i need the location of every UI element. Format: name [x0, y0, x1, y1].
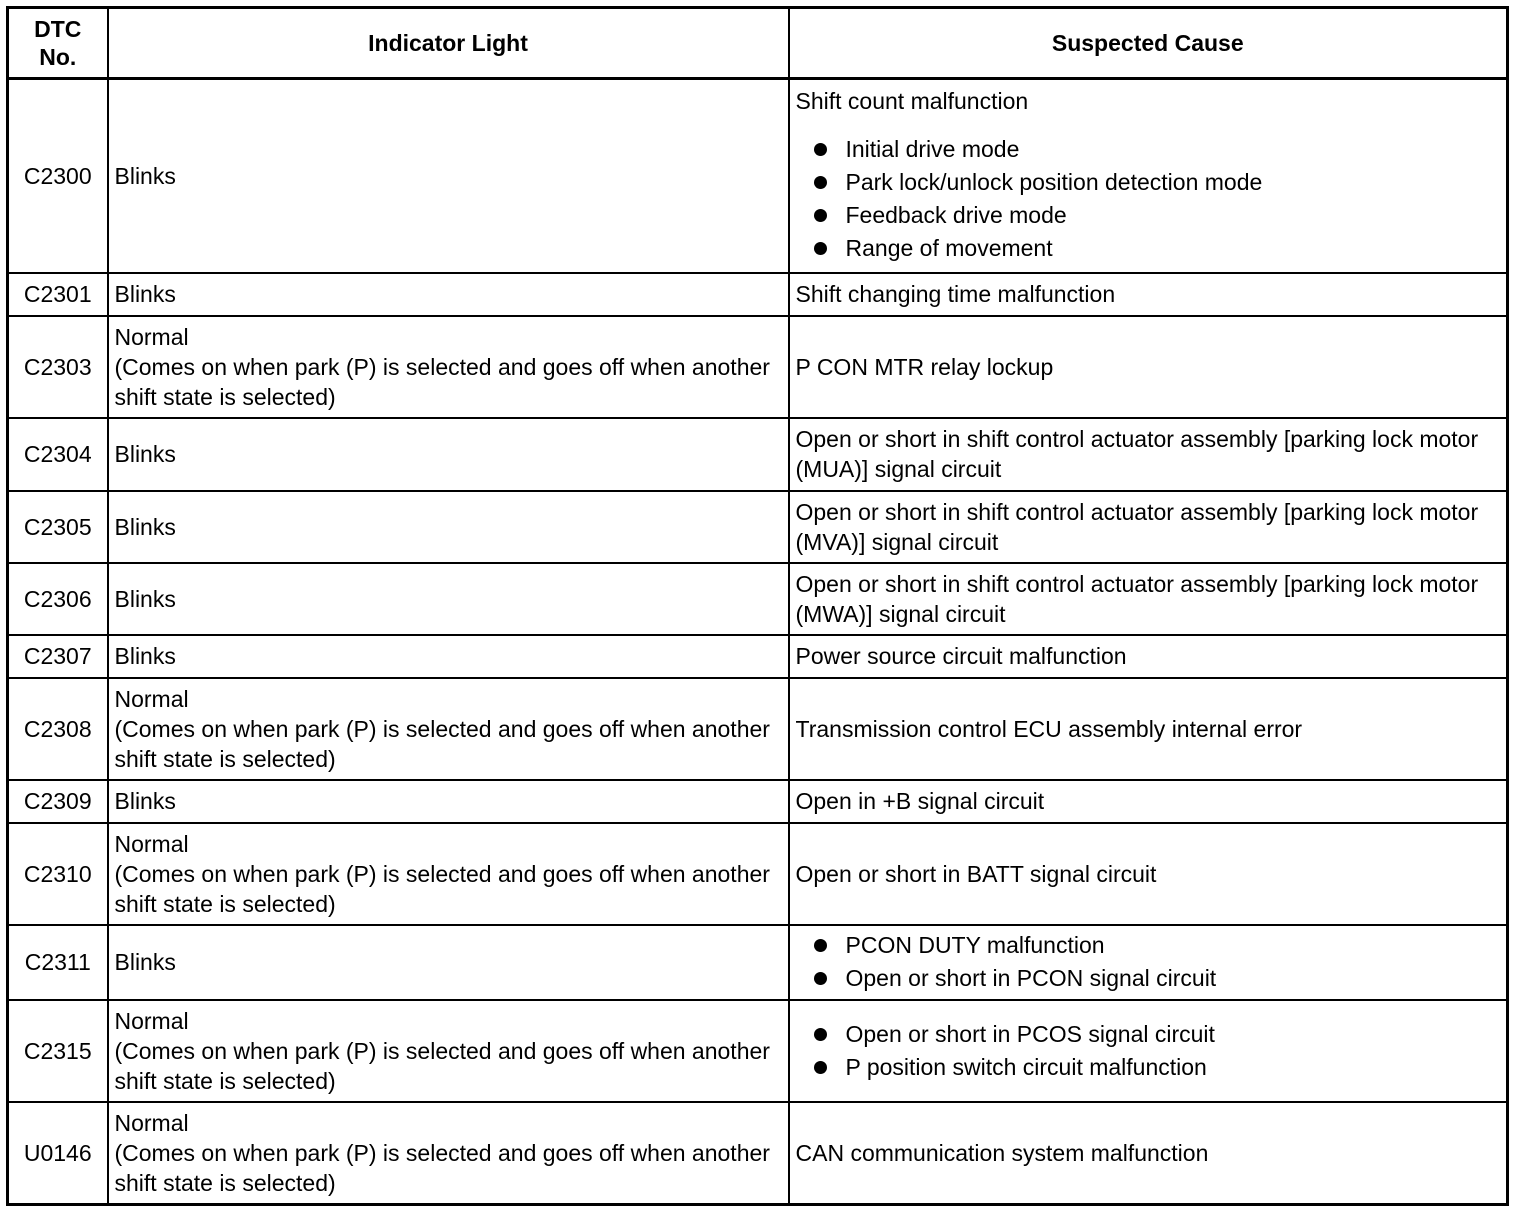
cause-bullet-list — [796, 133, 1501, 265]
dtc-code-cell: C2307 — [8, 635, 108, 678]
cause-bullet-item: Feedback drive mode — [812, 199, 1501, 232]
suspected-cause-cell: Open or short in shift control actuator assembly [parking lock motor (MWA)] signal circuit — [789, 563, 1508, 635]
dtc-code-cell: C2306 — [8, 563, 108, 635]
table-header — [8, 8, 1508, 79]
cause-bullet-item: Range of movement — [812, 232, 1501, 265]
dtc-code-cell: C2309 — [8, 780, 108, 823]
indicator-light-cell: Blinks — [108, 563, 789, 635]
indicator-light-cell: Normal (Comes on when park (P) is selected and goes off when another shift state is selected) — [108, 678, 789, 780]
suspected-cause-cell: Transmission control ECU assembly internal error — [789, 678, 1508, 780]
dtc-code-cell: C2300 — [8, 79, 108, 273]
suspected-cause-cell: CAN communication system malfunction — [789, 1102, 1508, 1205]
table-row — [8, 780, 1508, 823]
header-indicator-light: Indicator Light — [108, 8, 789, 79]
suspected-cause-cell — [789, 925, 1508, 1000]
table-row — [8, 79, 1508, 273]
cause-bullet-item: P position switch circuit malfunction — [812, 1051, 1501, 1084]
suspected-cause-cell — [789, 79, 1508, 273]
dtc-code-cell: C2301 — [8, 273, 108, 316]
table-row — [8, 925, 1508, 1000]
cause-lead-text: Shift count malfunction — [795, 88, 1029, 115]
table-row — [8, 316, 1508, 418]
header-dtc-no: DTC No. — [8, 8, 108, 79]
suspected-cause-cell: Open in +B signal circuit — [789, 780, 1508, 823]
suspected-cause-cell: Open or short in shift control actuator assembly [parking lock motor (MUA)] signal circuit — [789, 418, 1508, 491]
indicator-light-cell: Normal (Comes on when park (P) is selected and goes off when another shift state is selected) — [108, 823, 789, 925]
table-row — [8, 418, 1508, 491]
dtc-code-cell: C2303 — [8, 316, 108, 418]
indicator-light-cell: Blinks — [108, 418, 789, 491]
suspected-cause-cell: P CON MTR relay lockup — [789, 316, 1508, 418]
header-suspected-cause: Suspected Cause — [789, 8, 1508, 79]
suspected-cause-cell — [789, 1000, 1508, 1102]
table-row — [8, 1000, 1508, 1102]
cause-bullet-item: PCON DUTY malfunction — [812, 929, 1501, 962]
indicator-light-cell: Blinks — [108, 491, 789, 563]
indicator-light-cell: Blinks — [108, 780, 789, 823]
indicator-light-cell: Blinks — [108, 79, 789, 273]
table-body — [8, 79, 1508, 1205]
cause-bullet-list — [796, 1018, 1501, 1084]
indicator-light-cell: Normal (Comes on when park (P) is selected and goes off when another shift state is selected) — [108, 1000, 789, 1102]
suspected-cause-cell: Open or short in BATT signal circuit — [789, 823, 1508, 925]
cause-bullet-item: Park lock/unlock position detection mode — [812, 166, 1501, 199]
dtc-code-cell: C2308 — [8, 678, 108, 780]
table-row — [8, 1102, 1508, 1205]
cause-bullet-item: Initial drive mode — [812, 133, 1501, 166]
dtc-code-cell: C2310 — [8, 823, 108, 925]
header-row — [8, 8, 1508, 79]
indicator-light-cell: Normal (Comes on when park (P) is selected and goes off when another shift state is selected) — [108, 316, 789, 418]
cause-bullet-item: Open or short in PCOS signal circuit — [812, 1018, 1501, 1051]
indicator-light-cell: Normal (Comes on when park (P) is selected and goes off when another shift state is selected) — [108, 1102, 789, 1205]
suspected-cause-cell: Shift changing time malfunction — [789, 273, 1508, 316]
cause-bullet-list — [796, 929, 1501, 995]
dtc-code-cell: C2305 — [8, 491, 108, 563]
dtc-code-cell: C2304 — [8, 418, 108, 491]
suspected-cause-cell: Open or short in shift control actuator assembly [parking lock motor (MVA)] signal circuit — [789, 491, 1508, 563]
table-row — [8, 823, 1508, 925]
table-row — [8, 563, 1508, 635]
cause-bullet-item: Open or short in PCON signal circuit — [812, 962, 1501, 995]
table-row — [8, 635, 1508, 678]
dtc-code-cell: U0146 — [8, 1102, 108, 1205]
table-row — [8, 678, 1508, 780]
dtc-code-cell: C2311 — [8, 925, 108, 1000]
indicator-light-cell: Blinks — [108, 925, 789, 1000]
indicator-light-cell: Blinks — [108, 635, 789, 678]
table-row — [8, 491, 1508, 563]
dtc-code-cell: C2315 — [8, 1000, 108, 1102]
suspected-cause-cell: Power source circuit malfunction — [789, 635, 1508, 678]
indicator-light-cell: Blinks — [108, 273, 789, 316]
dtc-table — [6, 6, 1509, 1206]
table-row — [8, 273, 1508, 316]
